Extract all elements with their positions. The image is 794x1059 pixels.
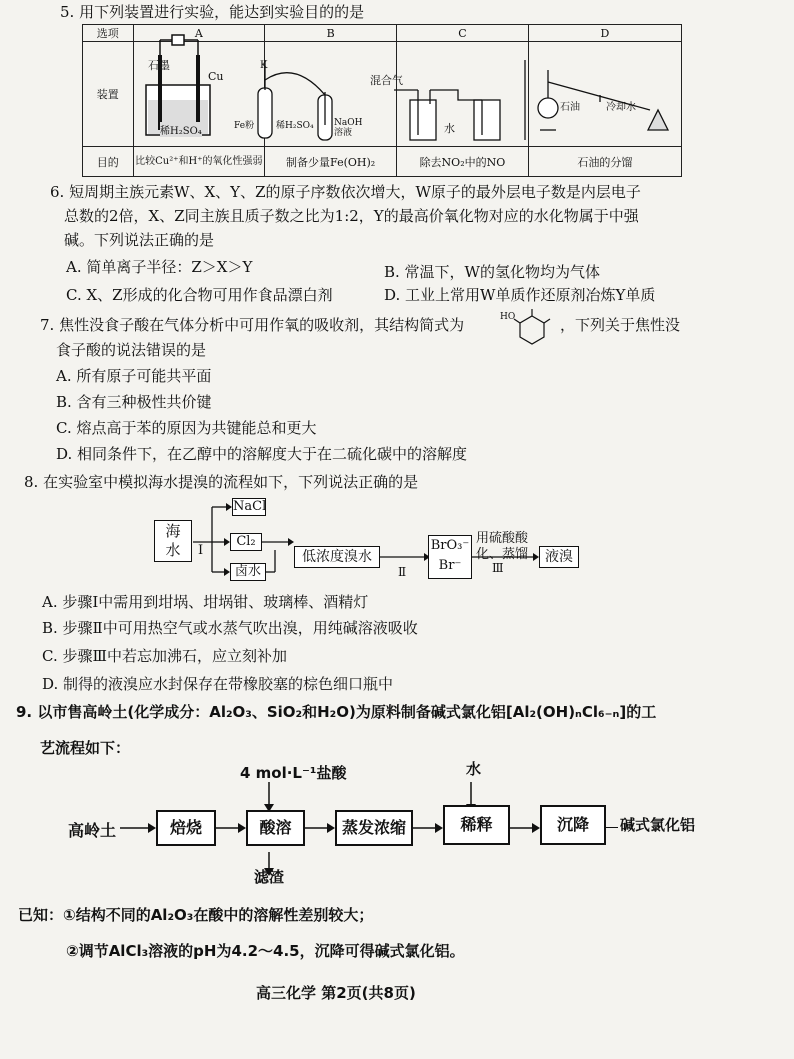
q8-bro3: BrO₃⁻: [430, 538, 470, 553]
q6-line1: 6. 短周期主族元素W、X、Y、Z的原子序数依次增大，W原子的最外层电子数是内层电子: [50, 183, 641, 201]
q8-condition-1: 用硫酸酸: [476, 531, 529, 546]
q5-purpose-c: 除去NO₂中的NO: [397, 147, 529, 177]
q8-seawater-box: [154, 520, 192, 562]
q9-hcl-label: 4 mol·L⁻¹盐酸: [240, 764, 347, 782]
q7-option-c: C. 熔点高于苯的原因为共键能总和更大: [56, 419, 317, 437]
label-dilute-acid-b: 稀H₂SO₄: [276, 121, 314, 131]
q5-col-a: A: [133, 25, 265, 42]
q7-line1b: ，下列关于焦性没: [560, 316, 681, 334]
q8-step1: Ⅰ: [198, 543, 204, 558]
electrolysis-beaker-icon: [146, 35, 210, 135]
q8-cl2-box: Cl₂: [230, 533, 262, 551]
q5-purpose-a: 比较Cu²⁺和H⁺的氧化性强弱: [133, 147, 265, 177]
label-dilute-acid-a: 稀H₂SO₄: [160, 122, 202, 137]
q5-stem: 5. 用下列装置进行实验，能达到实验目的的是: [60, 3, 365, 21]
q9-residue-label: 滤渣: [254, 868, 285, 886]
label-k: K: [260, 60, 268, 71]
q8-low-bromine-box: 低浓度溴水: [294, 546, 380, 568]
q9-roast-box: 焙烧: [156, 810, 216, 846]
q7-ho-label: HO: [500, 312, 516, 322]
q6-line3: 碱。下列说法正确的是: [64, 231, 215, 249]
q6-option-d: D. 工业上常用W单质作还原剂冶炼Y单质: [384, 286, 656, 304]
q8-condition-2: 化、蒸馏: [476, 547, 529, 562]
q6-option-b: B. 常温下，W的氢化物均为气体: [384, 263, 600, 281]
q9-precipitate-box: 沉降: [540, 805, 606, 845]
q5-purpose-b: 制备少量Fe(OH)₂: [265, 147, 397, 177]
q8-brine-box: 卤水: [230, 563, 266, 581]
q8-nacl-box: NaCl: [233, 499, 267, 514]
label-mixed-gas: 混合气: [370, 74, 403, 87]
q5-col-d: D: [528, 25, 681, 42]
label-graphite: 石墨: [148, 59, 170, 72]
q8-option-d: D. 制得的液溴应水封保存在带橡胶塞的棕色细口瓶中: [42, 675, 394, 693]
q6-line2: 总数的2倍，X、Z同主族且质子数之比为1:2，Y的最高价氧化物对应的水化物属于中强: [64, 207, 639, 225]
q5-col-c: C: [397, 25, 529, 42]
q8-stem: 8. 在实验室中模拟海水提溴的流程如下，下列说法正确的是: [24, 473, 419, 491]
q7-line1: 7. 焦性没食子酸在气体分析中可用作氧的吸收剂，其结构简式为: [40, 316, 465, 334]
q9-line2: 艺流程如下：: [40, 739, 131, 757]
label-water-c: 水: [444, 122, 455, 135]
label-fe: Fe粉: [234, 121, 255, 131]
q5-purpose-d: 石油的分馏: [528, 147, 681, 177]
q8-option-a: A. 步骤Ⅰ中需用到坩埚、坩埚钳、玻璃棒、酒精灯: [42, 593, 369, 611]
q9-known-1: 已知：①结构不同的Al₂O₃在酸中的溶解性差别较大；: [18, 906, 374, 924]
q8-br-minus: Br⁻: [438, 558, 462, 573]
q8-seawater-1: 海: [165, 522, 181, 540]
q9-kaolin-label: 高岭土: [68, 821, 117, 840]
q9-product-line: [606, 827, 618, 828]
q8-option-c: C. 步骤Ⅲ中若忘加沸石，应立刻补加: [42, 647, 287, 665]
q9-known-2: ②调节AlCl₃溶液的pH为4.2～4.5，沉降可得碱式氯化铝。: [66, 942, 465, 960]
label-oil: 石油: [560, 102, 580, 113]
q9-acid-box: 酸溶: [246, 810, 305, 846]
q8-step3: Ⅲ: [492, 561, 504, 575]
q7-option-a: A. 所有原子可能共平面: [56, 367, 212, 385]
q9-line1: 9. 以市售高岭土(化学成分：Al₂O₃、SiO₂和H₂O)为原料制备碱式氯化铝[Al₂(OH)ₙCl₆₋ₙ]的工: [16, 703, 657, 721]
q5-row-option: 选项: [83, 25, 134, 42]
label-cooling-water: 冷却水: [606, 102, 636, 113]
q9-dilute-box: 稀释: [443, 805, 510, 845]
label-cu: Cu: [208, 70, 224, 83]
q9-product-label: 碱式氯化铝: [620, 816, 696, 834]
q7-option-b: B. 含有三种极性共价键: [56, 393, 212, 411]
q8-liquid-bromine-box: 液溴: [539, 546, 579, 568]
q7-option-d: D. 相同条件下，在乙醇中的溶解度大于在二硫化碳中的溶解度: [56, 445, 468, 463]
label-naoh: NaOH溶液: [334, 118, 363, 138]
q9-water-label: 水: [466, 760, 482, 778]
pyrogallol-structure-icon: [514, 309, 550, 344]
distillation-icon: [525, 60, 668, 140]
q8-bromide-box: [428, 535, 472, 579]
q5-row-device: 装置: [83, 42, 134, 147]
q8-seawater-2: 水: [165, 541, 181, 559]
q8-step2: Ⅱ: [398, 565, 407, 579]
q6-option-c: C. X、Z形成的化合物可用作食品漂白剂: [66, 286, 333, 304]
q6-option-a: A. 简单离子半径：Z＞X＞Y: [66, 258, 253, 276]
q7-line2: 食子酸的说法错误的是: [56, 341, 207, 359]
q5-col-b: B: [265, 25, 397, 42]
page-footer: 高三化学 第2页(共8页): [256, 984, 416, 1002]
q9-evaporate-box: 蒸发浓缩: [335, 810, 413, 846]
q5-row-purpose: 目的: [83, 147, 134, 177]
q8-option-b: B. 步骤Ⅱ中可用热空气或水蒸气吹出溴，用纯碱溶液吸收: [42, 619, 418, 637]
